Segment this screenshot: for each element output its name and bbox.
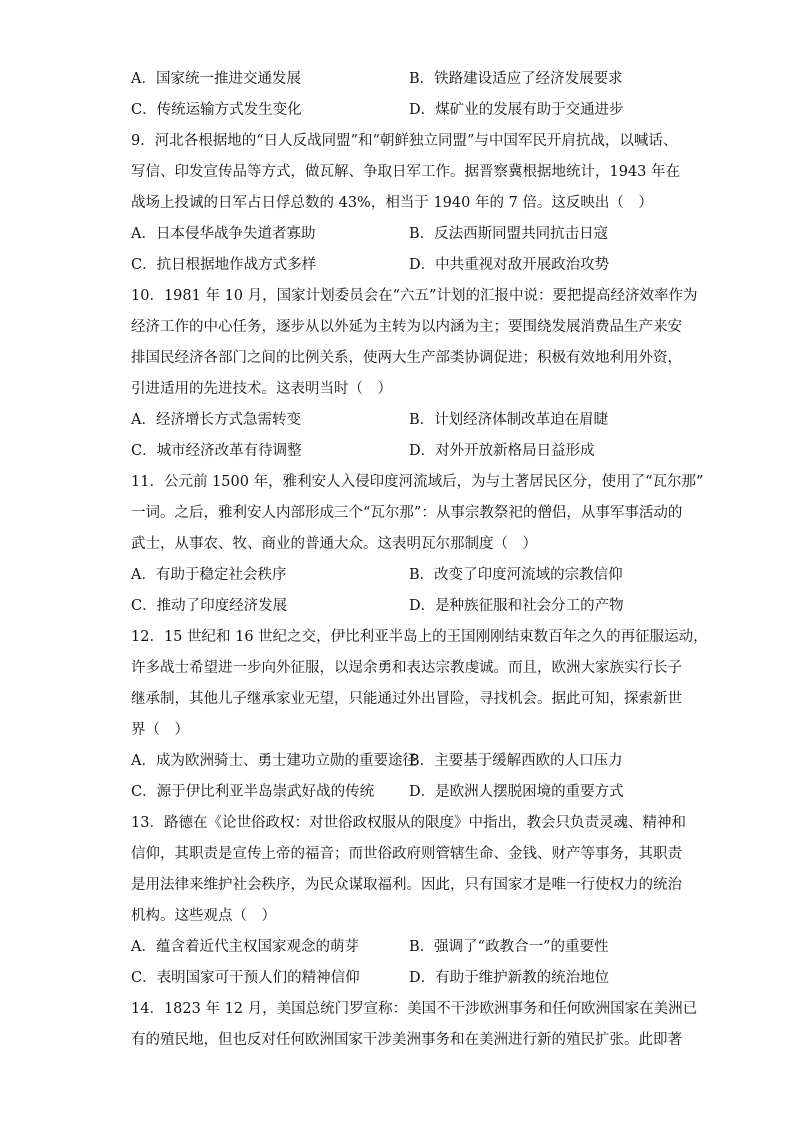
stem-line: 10．1981 年 10 月，国家计划委员会在“六五”计划的汇报中说：要把提高经济效率作为: [131, 288, 698, 304]
stem-line: 引进适用的先进技术。这表明当时（ ）: [131, 381, 392, 397]
option-right: B．强调了“政教合一”的重要性: [409, 939, 609, 955]
option-right: D．中共重视对敌开展政治攻势: [409, 257, 610, 273]
option-row: [131, 591, 667, 622]
option-right: D．对外开放新格局日益形成: [409, 443, 595, 459]
question-stem: [131, 994, 698, 1056]
option-row: [131, 405, 667, 436]
option-right: B．主要基于缓解西欧的人口压力: [409, 753, 623, 769]
question-stem: [131, 808, 686, 932]
stem-line: 11．公元前 1500 年，雅利安人入侵印度河流域后，为与土著居民区分，使用了“瓦尔那”: [131, 474, 704, 490]
option-row: [131, 250, 667, 281]
option-left: C．抗日根据地作战方式多样: [131, 257, 317, 273]
option-row: [131, 219, 667, 250]
stem-line: 是用法律来维护社会秩序，为民众谋取福利。因此，只有国家才是唯一行使权力的统治: [131, 877, 682, 893]
option-left: A．蕴含着近代主权国家观念的萌芽: [131, 939, 359, 955]
stem-line: 一词。之后，雅利安人内部形成三个“瓦尔那”：从事宗教祭祀的僧侣，从事军事活动的: [131, 505, 683, 521]
stem-line: 战场上投诚的日军占日俘总数的 43%，相当于 1940 年的 7 倍。这反映出（ ）: [131, 195, 653, 211]
stem-line: 机构。这些观点（ ）: [131, 908, 276, 924]
stem-line: 信仰，其职责是宣传上帝的福音；而世俗政府则管辖生命、金钱、财产等事务，其职责: [131, 846, 682, 862]
stem-line: 14．1823 年 12 月，美国总统门罗宣称：美国不干涉欧洲事务和任何欧洲国家在美洲已: [131, 1001, 698, 1017]
exam-content: [131, 64, 708, 1056]
option-row: [131, 64, 667, 95]
option-row: [131, 777, 667, 808]
option-row: [131, 95, 667, 126]
option-right: D．是种族征服和社会分工的产物: [409, 598, 624, 614]
stem-line: 写信、印发宣传品等方式，做瓦解、争取日军工作。据晋察冀根据地统计，1943 年在: [131, 164, 681, 180]
option-left: C．城市经济改革有待调整: [131, 443, 302, 459]
option-left: A．国家统一推进交通发展: [131, 71, 301, 87]
stem-line: 9．河北各根据地的“日人反战同盟”和“朝鲜独立同盟”与中国军民开肩抗战，以喊话、: [131, 133, 678, 149]
option-right: D．有助于维护新教的统治地位: [409, 970, 610, 986]
option-left: C．推动了印度经济发展: [131, 598, 288, 614]
option-left: A．有助于稳定社会秩序: [131, 567, 287, 583]
option-row: [131, 963, 667, 994]
option-right: B．铁路建设适应了经济发展要求: [409, 71, 623, 87]
option-left: C．源于伊比利亚半岛崇武好战的传统: [131, 784, 375, 800]
option-left: A．经济增长方式急需转变: [131, 412, 301, 428]
option-left: C．传统运输方式发生变化: [131, 102, 302, 118]
option-right: B．改变了印度河流域的宗教信仰: [409, 567, 623, 583]
option-row: [131, 560, 667, 591]
option-row: [131, 746, 667, 777]
stem-line: 武士，从事农、牧、商业的普通大众。这表明瓦尔那制度（ ）: [131, 536, 537, 552]
option-right: D．煤矿业的发展有助于交通进步: [409, 102, 624, 118]
option-right: B．计划经济体制改革迫在眉睫: [409, 412, 609, 428]
question-stem: [131, 467, 704, 560]
stem-line: 有的殖民地，但也反对任何欧洲国家干涉美洲事务和在美洲进行新的殖民扩张。此即著: [131, 1032, 682, 1048]
option-right: D．是欧洲人摆脱困境的重要方式: [409, 784, 624, 800]
option-row: [131, 436, 667, 467]
question-stem: [131, 281, 698, 405]
stem-line: 界（ ）: [131, 722, 189, 738]
stem-line: 12．15 世纪和 16 世纪之交，伊比利亚半岛上的王国刚刚结束数百年之久的再征服运动，: [131, 629, 708, 645]
stem-line: 排国民经济各部门之间的比例关系，使两大生产部类协调促进；积极有效地利用外资，: [131, 350, 682, 366]
stem-line: 许多战士希望进一步向外征服，以逞余勇和表达宗教虔诚。而且，欧洲大家族实行长子: [131, 660, 682, 676]
question-stem: [131, 622, 708, 746]
option-left: A．成为欧洲骑士、勇士建功立勋的重要途径: [131, 753, 417, 769]
option-left: C．表明国家可干预人们的精神信仰: [131, 970, 360, 986]
option-right: B．反法西斯同盟共同抗击日寇: [409, 226, 609, 242]
option-row: [131, 932, 667, 963]
question-stem: [131, 126, 681, 219]
option-left: A．日本侵华战争失道者寡助: [131, 226, 316, 242]
stem-line: 继承制，其他儿子继承家业无望，只能通过外出冒险，寻找机会。据此可知，探索新世: [131, 691, 682, 707]
stem-line: 经济工作的中心任务，逐步从以外延为主转为以内涵为主；要围绕发展消费品生产来安: [131, 319, 682, 335]
stem-line: 13．路德在《论世俗政权：对世俗政权服从的限度》中指出，教会只负责灵魂、精神和: [131, 815, 686, 831]
